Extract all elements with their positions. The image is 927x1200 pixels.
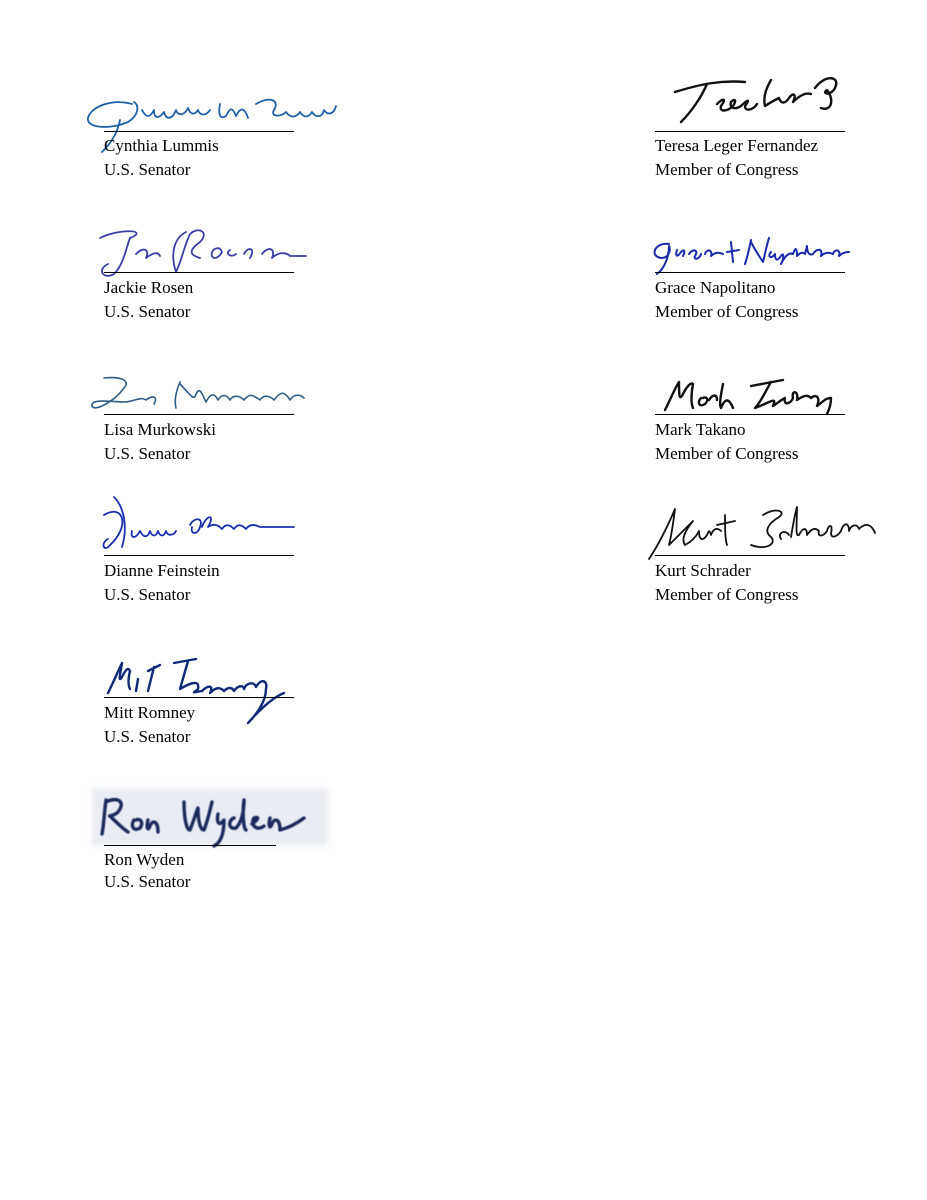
- signer-title: U.S. Senator: [104, 444, 191, 463]
- signer-title: Member of Congress: [655, 444, 799, 463]
- signature-line: [655, 555, 845, 556]
- signature-takano: [661, 374, 881, 424]
- signature-leger-fernandez: [661, 68, 861, 138]
- signer-name: Mitt Romney: [104, 703, 196, 722]
- signature-line: [104, 845, 276, 846]
- signer-title: U.S. Senator: [104, 872, 191, 891]
- signature-line: [655, 272, 845, 273]
- signer-title: U.S. Senator: [104, 727, 191, 746]
- signer-name: Mark Takano: [655, 420, 746, 439]
- signer-name: Lisa Murkowski: [104, 420, 216, 439]
- signer-title: U.S. Senator: [104, 160, 191, 179]
- signature-line: [655, 131, 845, 132]
- signer-name: Kurt Schrader: [655, 561, 751, 580]
- signer-title: Member of Congress: [655, 585, 799, 604]
- signature-line: [104, 697, 294, 698]
- signer-name: Teresa Leger Fernandez: [655, 136, 819, 155]
- signature-line: [104, 555, 294, 556]
- signer-title: U.S. Senator: [104, 302, 191, 321]
- signer-title: Member of Congress: [655, 160, 799, 179]
- signer-name: Grace Napolitano: [655, 278, 776, 297]
- signature-line: [104, 131, 294, 132]
- signer-title: U.S. Senator: [104, 585, 191, 604]
- signature-rosen: [90, 224, 320, 284]
- signature-line: [104, 414, 294, 415]
- signature-line: [655, 414, 845, 415]
- signer-name: Dianne Feinstein: [104, 561, 220, 580]
- signature-wyden: [94, 790, 334, 850]
- signer-name: Jackie Rosen: [104, 278, 194, 297]
- signature-line: [104, 272, 294, 273]
- signer-name: Cynthia Lummis: [104, 136, 219, 155]
- signer-name: Ron Wyden: [104, 850, 185, 869]
- signer-title: Member of Congress: [655, 302, 799, 321]
